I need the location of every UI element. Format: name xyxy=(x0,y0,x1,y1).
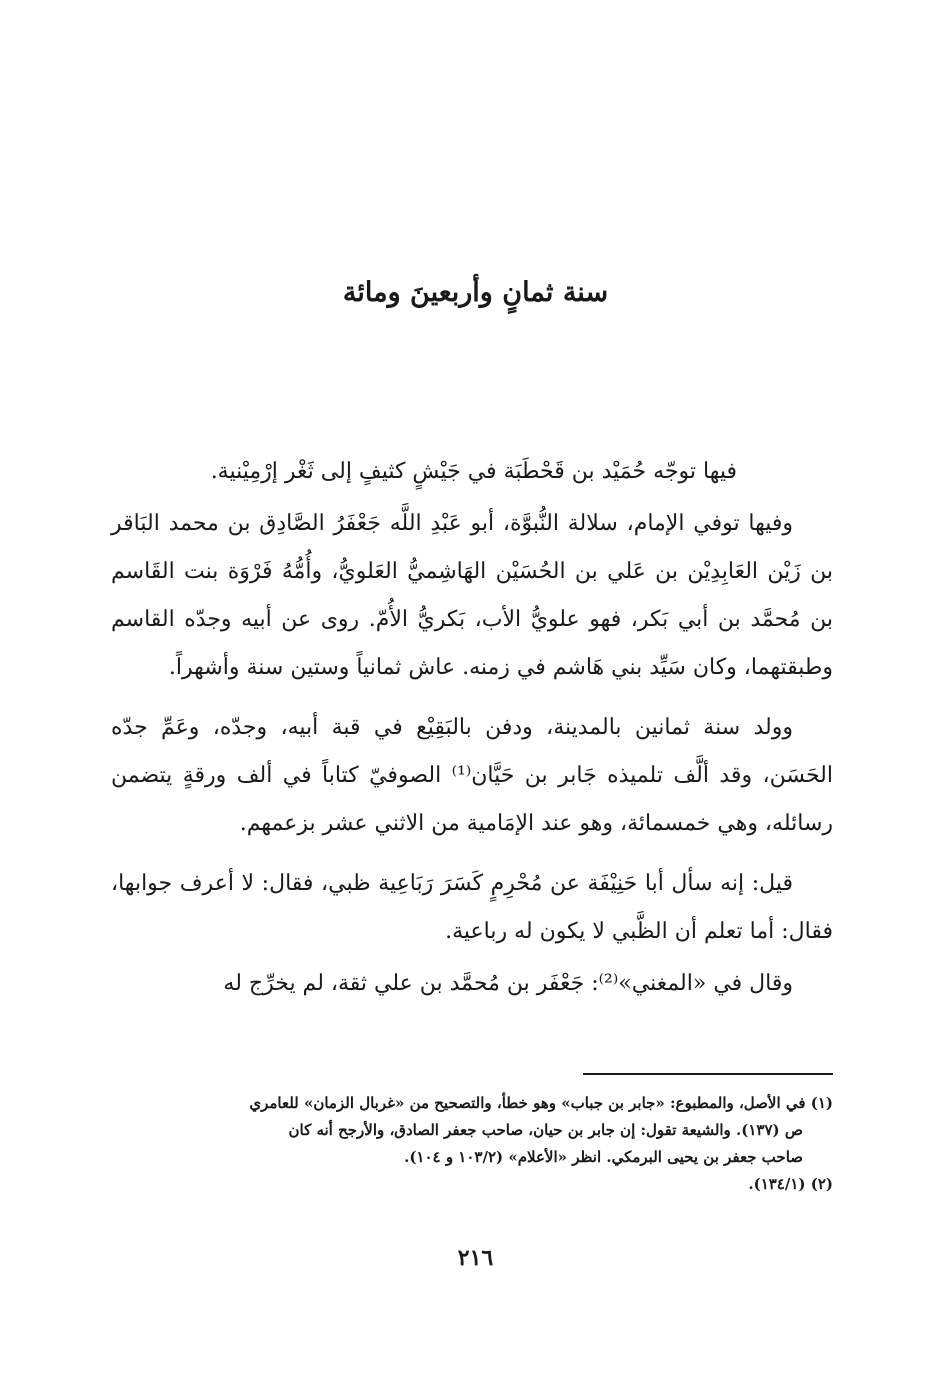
paragraph: وفيها توفي الإمام، سلالة النُّبوَّة، أبو عَبْدِ اللَّه جَعْفَرُ الصَّادِق بن محمد البَاقر بن زَيْن العَابِدِيْن بن عَلي بن الحُسَيْن الهَاشِميُّ العَلويُّ، وأُمُّهُ فَرْوَة بنت القَاسم بن مُحمَّد بن أبي بَكر، فهو علويُّ الأب، بَكريُّ الأُمّ. روى عن أبيه وجدّه القاسم وطبقتهما، وكان سَيِّد بني هَاشم في زمنه. عاش ثمانياً وستين سنة وأشهراً. xyxy=(111,511,833,680)
paragraph: وولد سنة ثمانين بالمدينة، ودفن بالبَقِيْع في قبة أبيه، وجدّه، وعَمِّ جدّه الحَسَن، وقد ألَّف تلميذه جَابر بن حَيَّان⁽¹⁾ الصوفيّ كتاباً في ألف ورقةٍ يتضمن رسائله، وهي خمسمائة، وهو عند الإمَامية من الاثني عشر بزعمهم. xyxy=(111,715,833,836)
footnotes xyxy=(111,1090,833,1198)
footnote-line: (١) في الأصل، والمطبوع: «جابر بن جباب» وهو خطأ، والتصحيح من «غربال الزمان» للعامري xyxy=(249,1094,833,1112)
footnote-line: صاحب جعفر بن يحيى البرمكي. انظر «الأعلام» (١٠٣/٢ و ١٠٤). xyxy=(404,1148,803,1166)
paragraph: قيل: إنه سأل أبا حَنِيْفَة عن مُحْرِمٍ كَسَرَ رَبَاعِية ظبي، فقال: لا أعرف جوابها، فقال: أما تعلم أن الظَّبي لا يكون له رباعية. xyxy=(111,871,833,944)
footnote-divider xyxy=(583,1073,833,1075)
footnote-line: (٢) (١٣٤/١). xyxy=(748,1175,833,1193)
footnote-line: ص (١٣٧). والشيعة تقول: إن جابر بن حيان، صاحب جعفر الصادق، والأرجح أنه كان xyxy=(288,1121,803,1139)
page-number: ٢١٦ xyxy=(457,1245,494,1271)
paragraph: فيها توجّه حُمَيْد بن قَحْطَبَة في جَيْشٍ كثيفٍ إلى ثَغْر إرْمِيْنية. xyxy=(210,459,737,484)
chapter-title: سنة ثمانٍ وأربعينَ ومائة xyxy=(342,277,609,308)
paragraph: وقال في «المغني»⁽²⁾: جَعْفَر بن مُحمَّد بن علي ثقة، لم يخرِّج له xyxy=(223,971,793,996)
main-text xyxy=(111,448,833,1020)
